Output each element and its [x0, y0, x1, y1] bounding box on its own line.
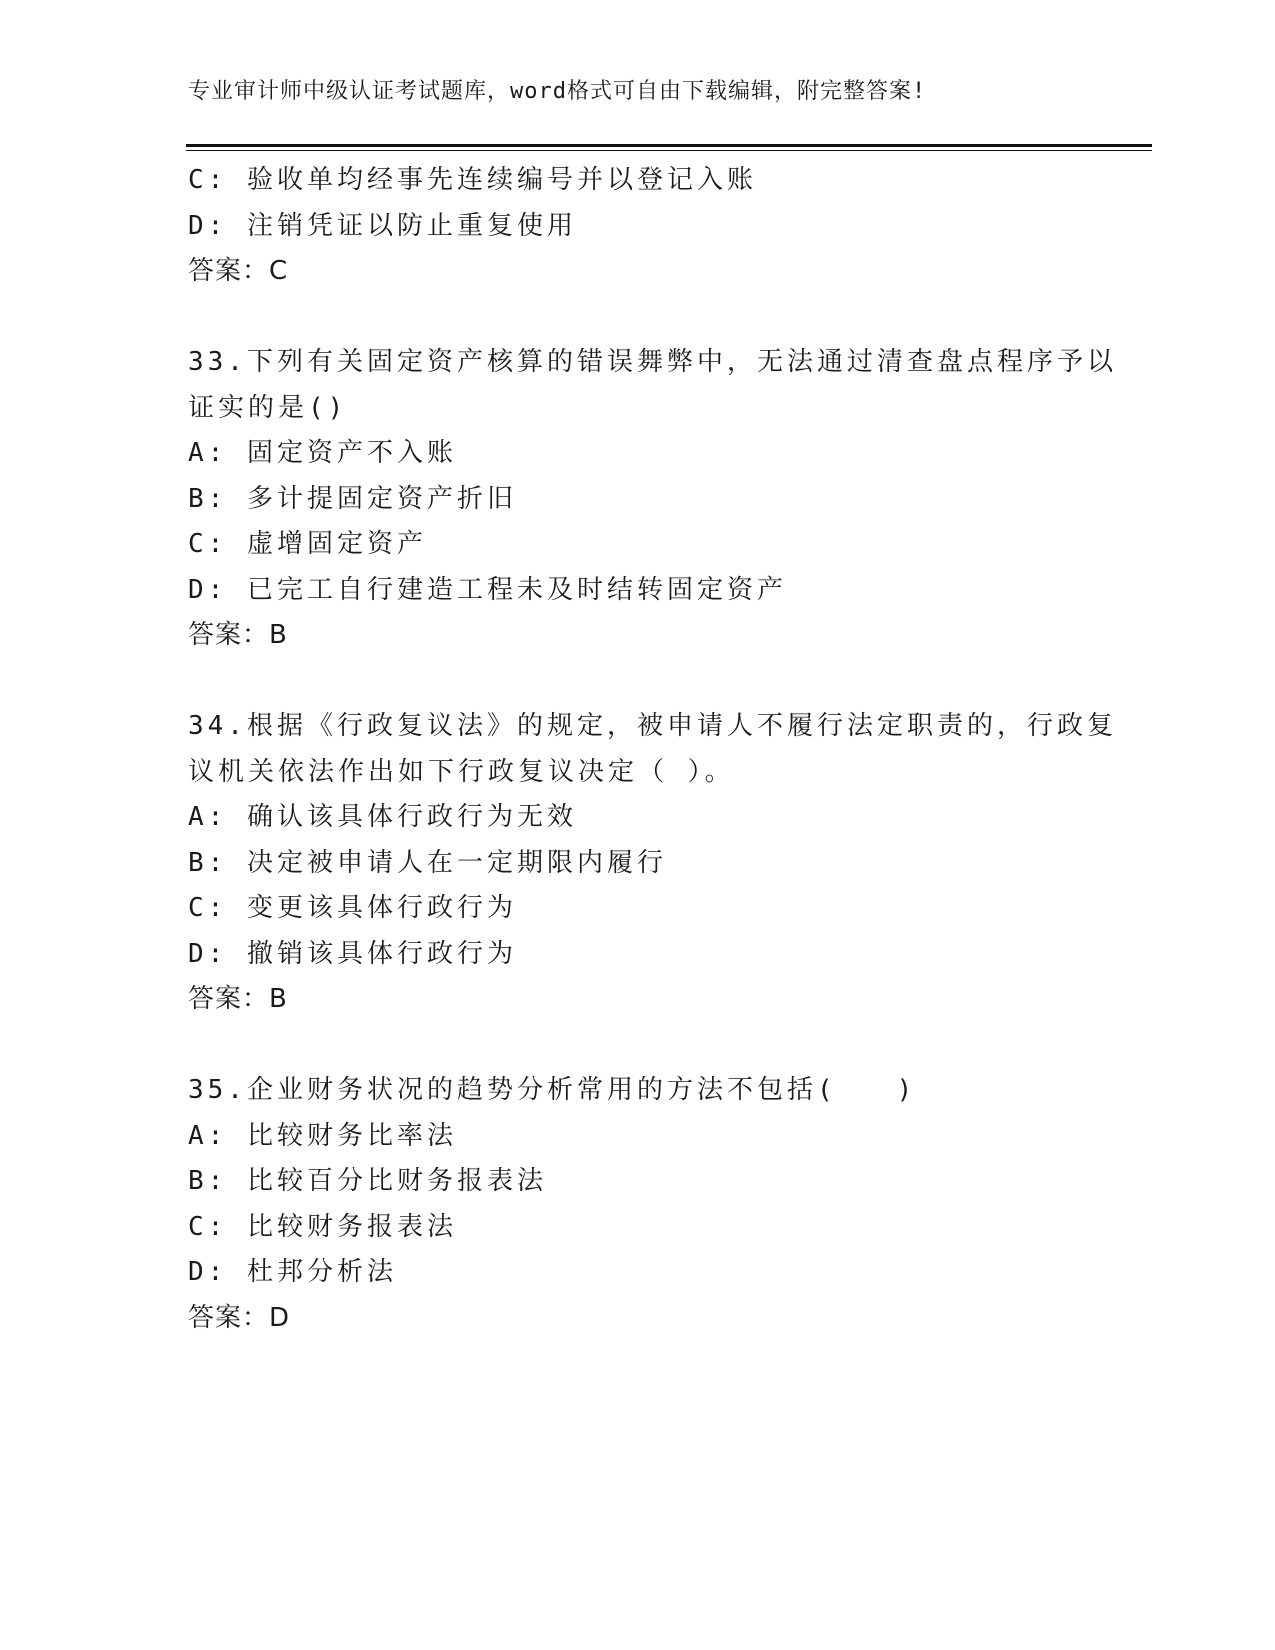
option-b: B: 多计提固定资产折旧 [188, 483, 517, 514]
spacer [188, 1023, 1088, 1069]
prev-question-block [188, 158, 1088, 295]
answer-line: 答案：B [188, 984, 288, 1014]
question-content [188, 158, 1117, 1341]
question-stem: 证实的是() [188, 392, 348, 423]
option-c: C: 验收单均经事先连续编号并以登记入账 [188, 165, 757, 195]
option-d: D: 注销凭证以防止重复使用 [188, 210, 577, 241]
answer-line: 答案：B [188, 620, 288, 650]
option-d: D: 撤销该具体行政行为 [188, 938, 517, 969]
option-a: A: 固定资产不入账 [188, 438, 457, 468]
question-stem: 35.企业财务状况的趋势分析常用的方法不包括( ) [188, 1075, 917, 1105]
header-rule-thin [186, 150, 1152, 151]
question-33 [188, 340, 1117, 659]
answer-line: 答案：D [188, 1302, 291, 1333]
question-stem: 34.根据《行政复议法》的规定，被申请人不履行法定职责的，行政复 [188, 711, 1117, 741]
question-stem: 33.下列有关固定资产核算的错误舞弊中，无法通过清查盘点程序予以 [188, 347, 1117, 377]
option-c: C: 比较财务报表法 [188, 1211, 457, 1242]
option-c: C: 变更该具体行政行为 [188, 893, 517, 923]
answer-line: 答案：C [188, 256, 289, 286]
question-34 [188, 704, 1117, 1023]
option-d: D: 已完工自行建造工程未及时结转固定资产 [188, 574, 787, 605]
option-c: C: 虚增固定资产 [188, 529, 427, 559]
question-stem: 议机关依法作出如下行政复议决定（ ）。 [188, 756, 735, 787]
option-b: B: 比较百分比财务报表法 [188, 1166, 547, 1196]
spacer [188, 659, 1088, 705]
option-a: A: 确认该具体行政行为无效 [188, 802, 577, 832]
header-rule-thick [186, 144, 1152, 147]
page-header: 专业审计师中级认证考试题库，word格式可自由下载编辑，附完整答案! [188, 79, 927, 104]
spacer [188, 295, 1088, 341]
question-35 [188, 1068, 1088, 1341]
option-d: D: 杜邦分析法 [188, 1257, 397, 1287]
option-a: A: 比较财务比率法 [188, 1120, 457, 1151]
option-b: B: 决定被申请人在一定期限内履行 [188, 847, 667, 878]
